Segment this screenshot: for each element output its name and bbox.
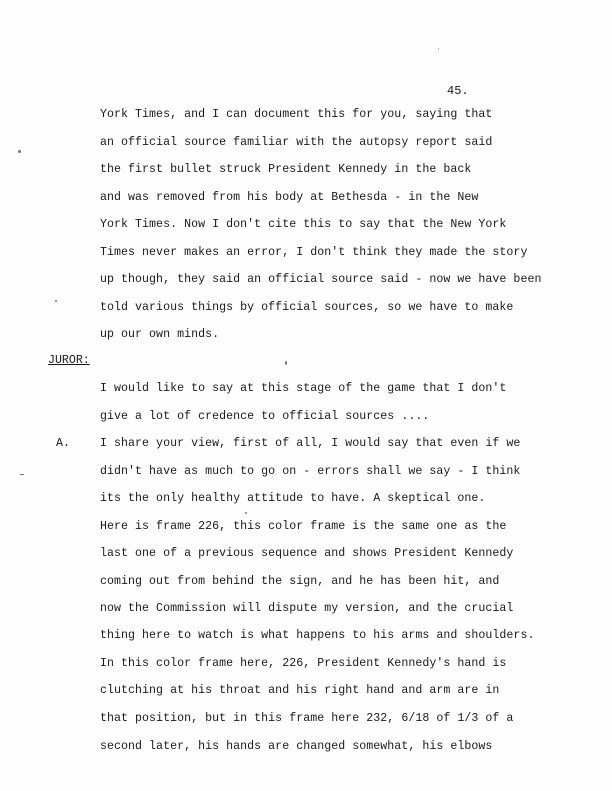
text-line-5: York Times. Now I don't cite this to say that the New York: [100, 218, 507, 231]
juror-speaker-label: JUROR:: [48, 354, 90, 367]
text-line-9: up our own minds.: [100, 328, 220, 341]
text-line-6: Times never makes an error, I don't think they made the story: [100, 246, 528, 259]
text-line-15: Here is frame 226, this color frame is the same one as the: [100, 520, 507, 533]
text-line-18: now the Commission will dispute my version, and the crucial: [100, 602, 514, 615]
text-line-10: I would like to say at this stage of the game that I don't: [100, 382, 507, 395]
scan-speck: [245, 512, 247, 514]
text-line-22: that position, but in this frame here 232, 6/18 of 1/3 of a: [100, 712, 514, 725]
scan-speck: [285, 361, 287, 365]
scan-speck: [20, 474, 24, 475]
text-line-7: up though, they said an official source said - now we have been: [100, 273, 542, 286]
scan-speck: [438, 48, 439, 49]
text-line-12: I share your view, first of all, I would say that even if we: [100, 437, 521, 450]
text-line-19: thing here to watch is what happens to his arms and shoulders.: [100, 629, 535, 642]
scan-speck: [55, 300, 57, 302]
text-line-14: its the only healthy attitude to have. A skeptical one.: [100, 492, 486, 505]
text-line-17: coming out from behind the sign, and he has been hit, and: [100, 575, 500, 588]
scan-speck: [18, 150, 21, 153]
text-line-21: clutching at his throat and his right hand and arm are in: [100, 684, 500, 697]
text-line-13: didn't have as much to go on - errors shall we say - I think: [100, 465, 521, 478]
text-line-11: give a lot of credence to official sources ....: [100, 410, 430, 423]
text-line-1: York Times, and I can document this for you, saying that: [100, 108, 493, 121]
text-line-2: an official source familiar with the autopsy report said: [100, 136, 493, 149]
text-line-8: told various things by official sources, so we have to make: [100, 301, 514, 314]
page-number: 45.: [447, 84, 469, 98]
text-line-20: In this color frame here, 226, President Kennedy's hand is: [100, 657, 507, 670]
answer-label: A.: [56, 437, 70, 450]
text-line-3: the first bullet struck President Kennedy in the back: [100, 163, 472, 176]
text-line-16: last one of a previous sequence and shows President Kennedy: [100, 547, 514, 560]
text-line-4: and was removed from his body at Bethesda - in the New: [100, 191, 479, 204]
text-line-23: second later, his hands are changed somewhat, his elbows: [100, 740, 493, 753]
